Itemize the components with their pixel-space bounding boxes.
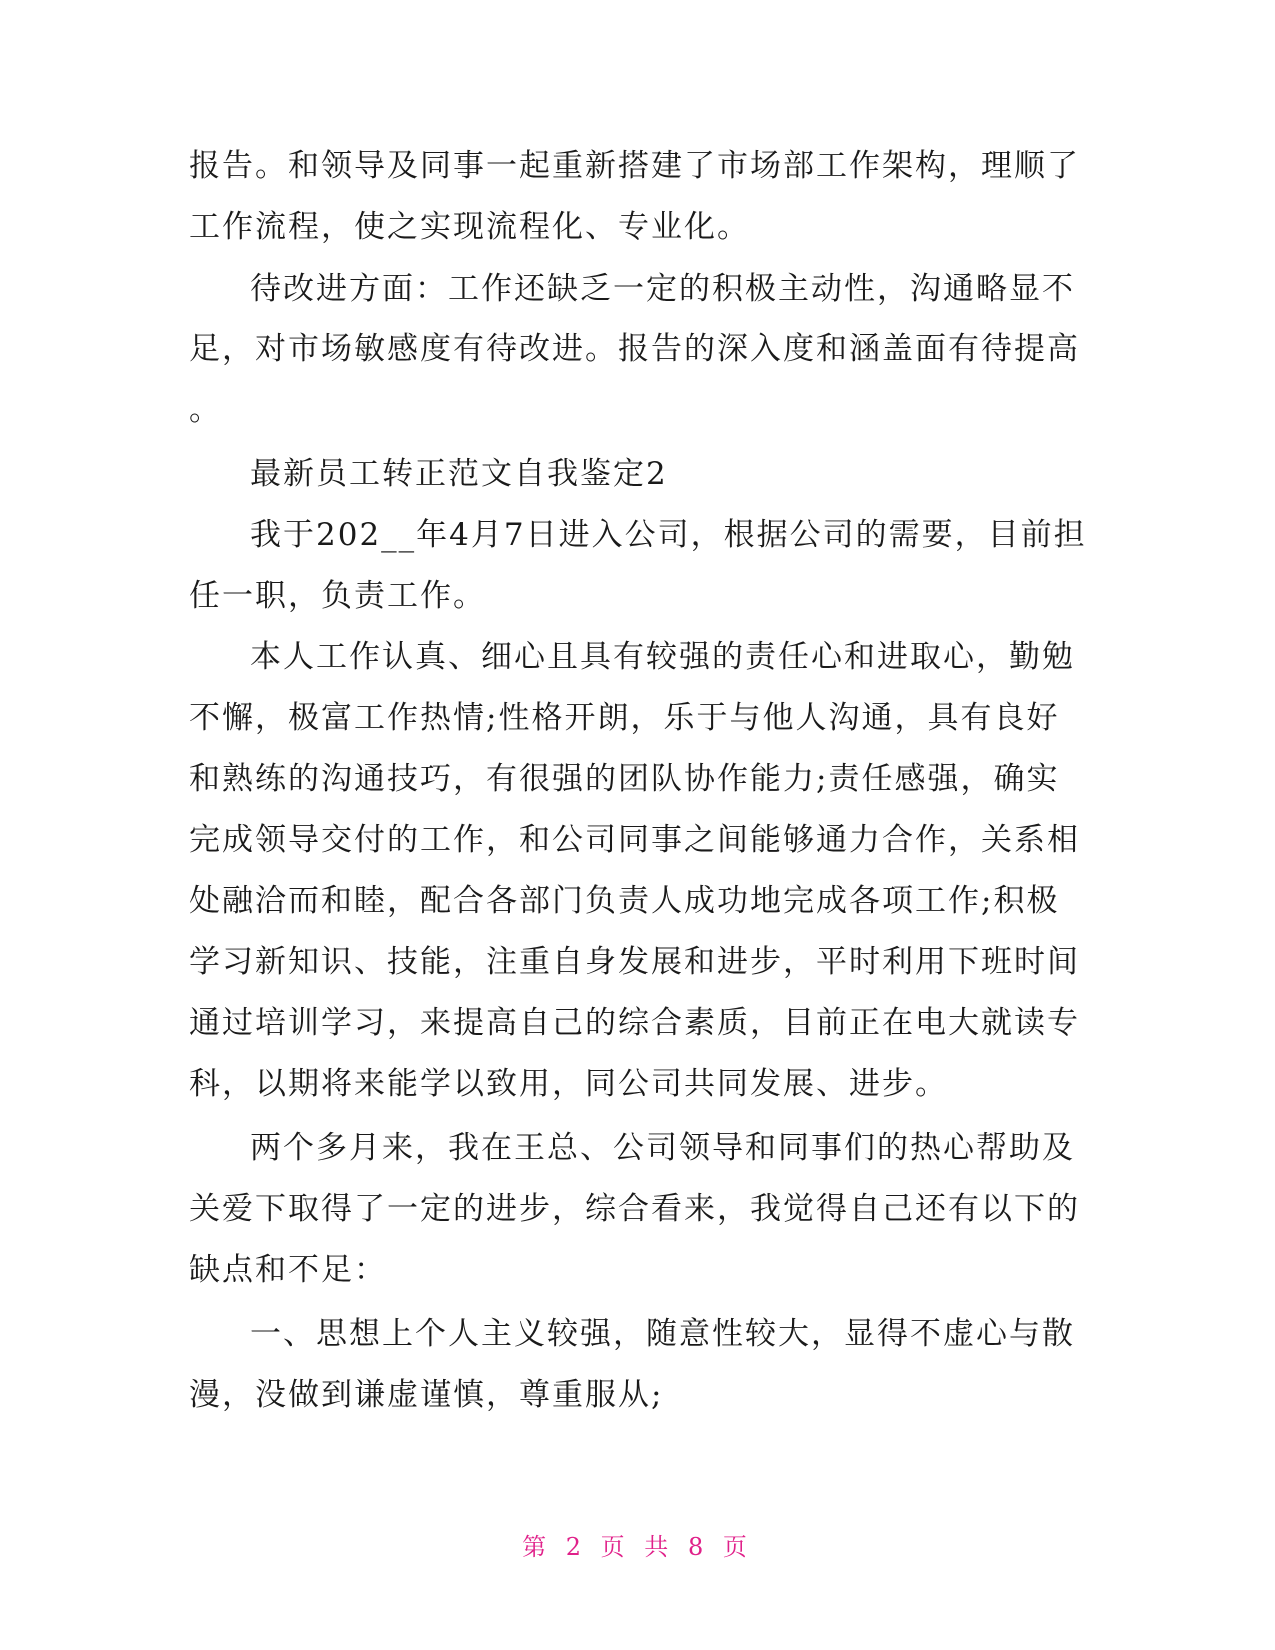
body-line: 待改进方面：工作还缺乏一定的积极主动性，沟通略显不: [250, 271, 1075, 307]
body-line: 本人工作认真、细心且具有较强的责任心和进取心，勤勉: [250, 639, 1075, 675]
body-line: 工作流程，使之实现流程化、专业化。: [189, 209, 750, 245]
body-line: 处融洽而和睦，配合各部门负责人成功地完成各项工作;积极: [189, 883, 1060, 919]
body-line: 漫，没做到谦虚谨慎，尊重服从;: [189, 1377, 664, 1413]
body-line: 不懈，极富工作热情;性格开朗，乐于与他人沟通，具有良好: [189, 700, 1060, 736]
body-line: 足，对市场敏感度有待改进。报告的深入度和涵盖面有待提高: [189, 331, 1080, 367]
body-line: 一、思想上个人主义较强，随意性较大，显得不虚心与散: [250, 1316, 1075, 1352]
body-line: 我于202__年4月7日进入公司，根据公司的需要，目前担: [250, 517, 1087, 553]
body-line: 学习新知识、技能，注重自身发展和进步，平时利用下班时间: [189, 944, 1080, 980]
body-line: 和熟练的沟通技巧，有很强的团队协作能力;责任感强，确实: [189, 761, 1060, 797]
body-line: 。: [189, 392, 222, 428]
body-line: 关爱下取得了一定的进步，综合看来，我觉得自己还有以下的: [189, 1191, 1080, 1227]
section-heading: 最新员工转正范文自我鉴定2: [250, 456, 668, 492]
body-line: 报告。和领导及同事一起重新搭建了市场部工作架构，理顺了: [189, 148, 1080, 184]
body-line: 完成领导交付的工作，和公司同事之间能够通力合作，关系相: [189, 822, 1080, 858]
body-line: 缺点和不足：: [189, 1252, 387, 1288]
body-line: 任一职，负责工作。: [189, 578, 486, 614]
page-number-footer: 第 2 页 共 8 页: [522, 1533, 753, 1561]
body-line: 两个多月来，我在王总、公司领导和同事们的热心帮助及: [250, 1130, 1075, 1166]
body-line: 通过培训学习，来提高自己的综合素质，目前正在电大就读专: [189, 1005, 1080, 1041]
body-line: 科，以期将来能学以致用，同公司共同发展、进步。: [189, 1066, 948, 1102]
